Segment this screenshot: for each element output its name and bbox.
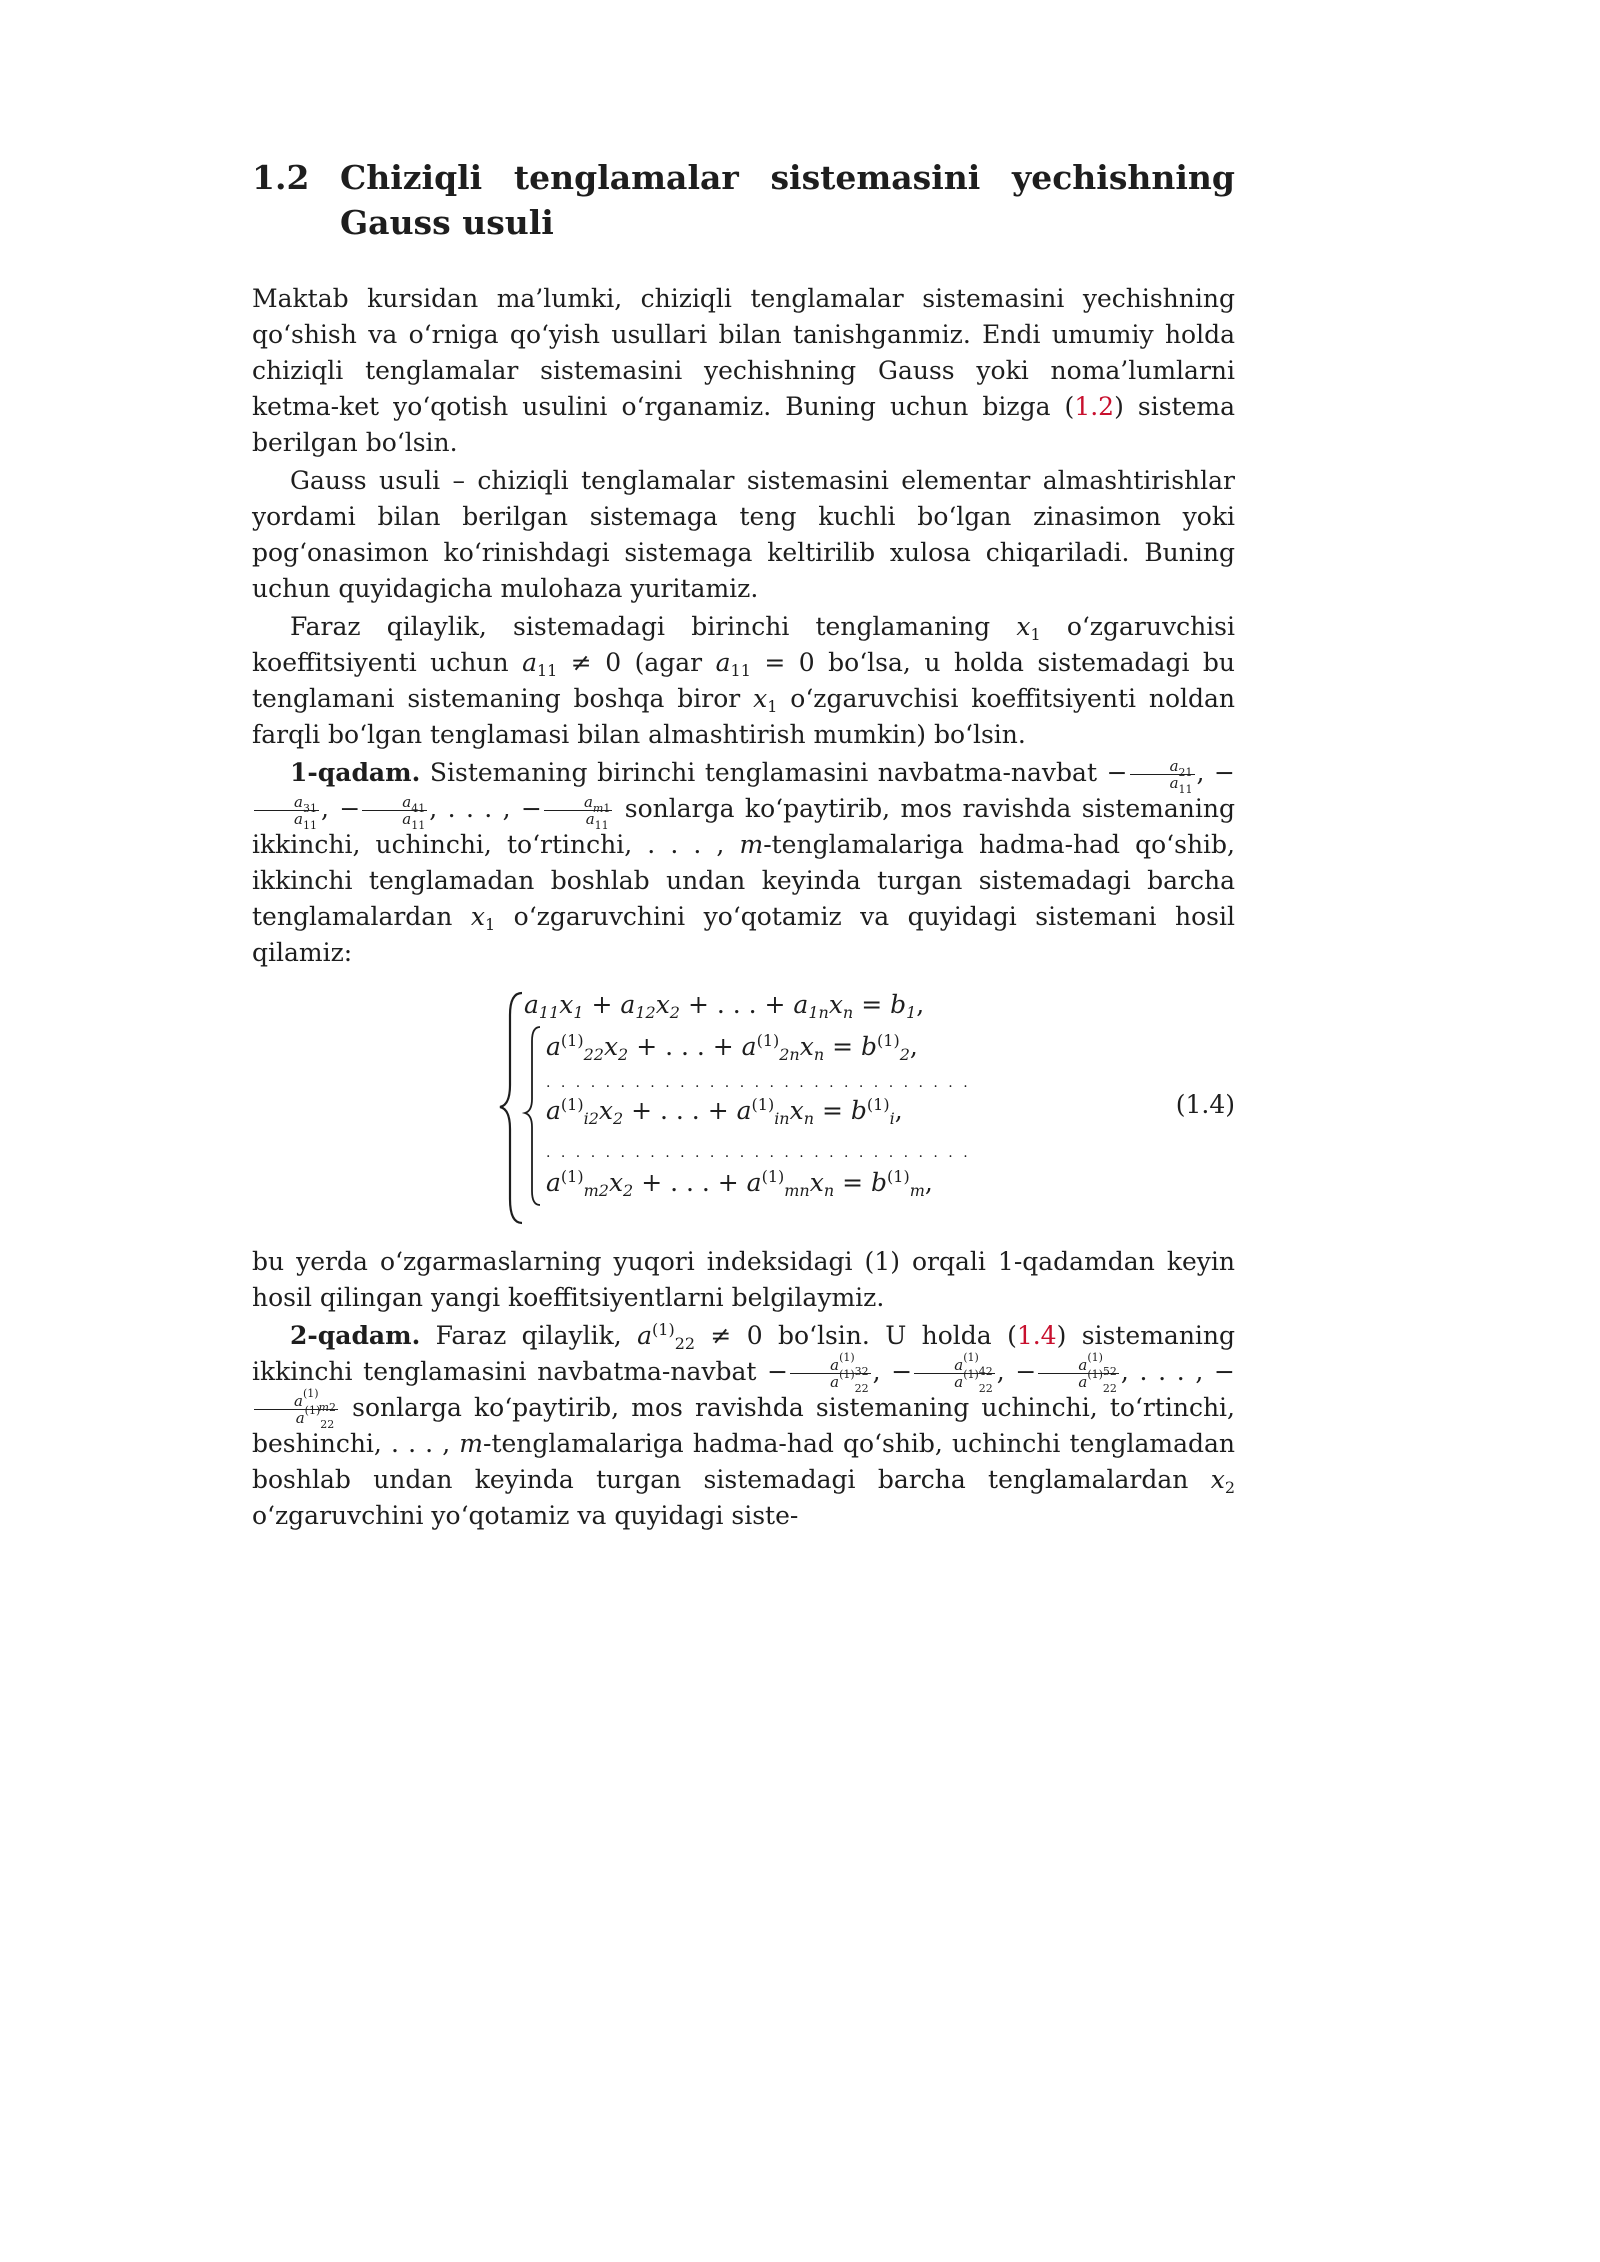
text: o‘zgaruvchisi koeffitsiyenti uchun: [252, 612, 1235, 677]
text: sonlarga ko‘paytirib, mos ravishda sistemaning uchinchi, to‘rtinchi, beshinchi,: [252, 1393, 1235, 1458]
text: bo‘lsa, u holda sistemadagi bu tenglamani sistemaning boshqa biror: [252, 648, 1236, 713]
text: -tenglamalariga hadma-had qo‘shib, ikkinchi tenglamadan boshlab undan keyinda turgan sistemadagi barcha tenglamalardan: [252, 830, 1236, 931]
dots-row: . . . . . . . . . . . . . . . . . . . . . . . . . . . . .: [546, 1145, 971, 1161]
equation-row: $a^{(1)}_{22}x_2$ + . . . + $a^{(1)}_{2n}x_n = b^{(1)}_2$,: [546, 1031, 918, 1064]
section-number: 1.2: [252, 158, 310, 197]
text: sonlarga ko‘paytirib, mos ravishda sistemaning ikkinchi, uchinchi, to‘rtinchi,: [252, 794, 1235, 859]
equation-ref-link[interactable]: 1.4: [1016, 1321, 1057, 1350]
dots-row: . . . . . . . . . . . . . . . . . . . . . . . . . . . . .: [546, 1075, 971, 1091]
text: bo‘lsin. U holda (: [777, 1321, 1017, 1350]
text: o‘zgaruvchini yo‘qotamiz va quyidagi siste-: [252, 1501, 799, 1530]
equation-number: (1.4): [1175, 1090, 1235, 1119]
equation-ref-link[interactable]: 1.2: [1074, 392, 1115, 421]
text: Faraz qilaylik,: [435, 1321, 622, 1350]
text: Maktab kursidan ma’lumki, chiziqli tenglamalar sistemasini yechishning qo‘shish va o‘rniga qo‘yish usullari bilan tanishganmiz. Endi umumiy holda chiziqli tenglamalar sistemasini yechishning Gauss yoki noma’lumlarni ketma-ket yo‘qotish usulini o‘rganamiz. Buning uchun bizga (: [252, 284, 1235, 421]
equation-row: $a^{(1)}_{m2}x_2$ + . . . + $a^{(1)}_{mn}x_n = b^{(1)}_m$,: [546, 1167, 933, 1200]
step-label: 2-qadam.: [290, 1321, 421, 1350]
section-heading: [252, 155, 1235, 245]
paragraph-assumption: Faraz qilaylik, sistemadagi birinchi tenglamaning $x_1$ o‘zgaruvchisi koeffitsiyenti uchun $a_{11} \ne 0$ (agar $a_{11} = 0$ bo‘lsa, u holda sistemadagi bu tenglamani sistemaning boshqa biror $x_1$ o‘zgaruvchisi koeffitsiyenti noldan farqli bo‘lgan tenglamasi bilan almashtirish mumkin) bo‘lsin.: [252, 612, 1236, 749]
section-body: [252, 281, 1235, 1534]
text: ) sistema berilgan bo‘lsin.: [252, 392, 1235, 457]
equation-system: [252, 985, 1235, 1230]
section-title: Chiziqli tenglamalar sistemasini yechishning Gauss usuli: [340, 158, 1235, 242]
text: (agar: [634, 648, 703, 677]
paragraph-step-1: 1-qadam. Sistemaning birinchi tenglamasini navbatma-navbat − $\frac{a_{21}}{a_{11}}$ , − $\frac{a_{31}}{a_{11}}$ , − $\frac{a_{41}}{a_{11}}$ , . . . , − $\frac{a_{m1}}{a_{11}}$ sonlarga ko‘paytirib, mos ravishda sistemaning ikkinchi, uchinchi, to‘rtinchi, . . . , m-tenglamalariga hadma-had qo‘shib, ikkinchi tenglamadan boshlab undan keyinda turgan sistemadagi barcha tenglamalardan $x_1$ o‘zgaruvchini yo‘qotamiz va quyidagi sistemani hosil qilamiz:: [252, 757, 1236, 967]
text: Sistemaning birinchi tenglamasini navbatma-navbat: [429, 758, 1098, 787]
text: Faraz qilaylik, sistemadagi birinchi tenglamaning: [290, 612, 991, 641]
text: -tenglamalariga hadma-had qo‘shib, uchinchi tenglamadan boshlab undan keyinda turgan sistemadagi barcha tenglamalardan: [252, 1429, 1235, 1494]
text: o‘zgaruvchisi koeffitsiyenti noldan farqli bo‘lgan tenglamasi bilan almashtirish mumkin) bo‘lsin.: [252, 684, 1235, 749]
paragraph-gauss-method: Gauss usuli – chiziqli tenglamalar sistemasini elementar almashtirishlar yordami bilan berilgan sistemaga teng kuchli bo‘lgan zinasimon yoki pog‘onasimon ko‘rinishdagi sistemaga keltirilib xulosa chiqariladi. Buning uchun quyidagicha mulohaza yuritamiz.: [252, 466, 1235, 603]
paragraph-step-2: 2-qadam. Faraz qilaylik, $a^{(1)}_{22} \ne 0$ bo‘lsin. U holda (1.4) sistemaning ikkinchi tenglamasini navbatma-navbat − $\frac{a^{(1)}_{32}}{a^{(1)}_{22}}$ , − $\frac{a^{(1)}_{42}}{a^{(1)}_{22}}$ , − $\frac{a^{(1)}_{52}}{a^{(1)}_{22}}$ , . . . , − $\frac{a^{(1)}_{m2}}{a^{(1)}_{22}}$ sonlarga ko‘paytirib, mos ravishda sistemaning uchinchi, to‘rtinchi, beshinchi, . . . , m-tenglamalariga hadma-had qo‘shib, uchinchi tenglamadan boshlab undan keyinda turgan sistemadagi barcha tenglamalardan $x_2$ o‘zgaruvchini yo‘qotamiz va quyidagi siste-: [252, 1320, 1236, 1530]
text: o‘zgaruvchini yo‘qotamiz va quyidagi sistemani hosil qilamiz:: [252, 902, 1235, 967]
equation-row: $a^{(1)}_{i2}x_2$ + . . . + $a^{(1)}_{in}x_n = b^{(1)}_i$,: [546, 1095, 903, 1128]
page: [252, 155, 1235, 1536]
equation-row: $a_{11}x_1 + a_{12}x_2$ + . . . + $a_{1n}x_n = b_1$,: [524, 990, 925, 1022]
step-label: 1-qadam.: [290, 758, 421, 787]
paragraph-notation: bu yerda o‘zgarmaslarning yuqori indeksidagi (1) orqali 1-qadamdan keyin hosil qilingan yangi koeffitsiyentlarni belgilaymiz.: [252, 1247, 1235, 1312]
paragraph-intro: [252, 281, 1235, 461]
text: ) sistemaning ikkinchi tenglamasini navbatma-navbat: [252, 1321, 1236, 1386]
